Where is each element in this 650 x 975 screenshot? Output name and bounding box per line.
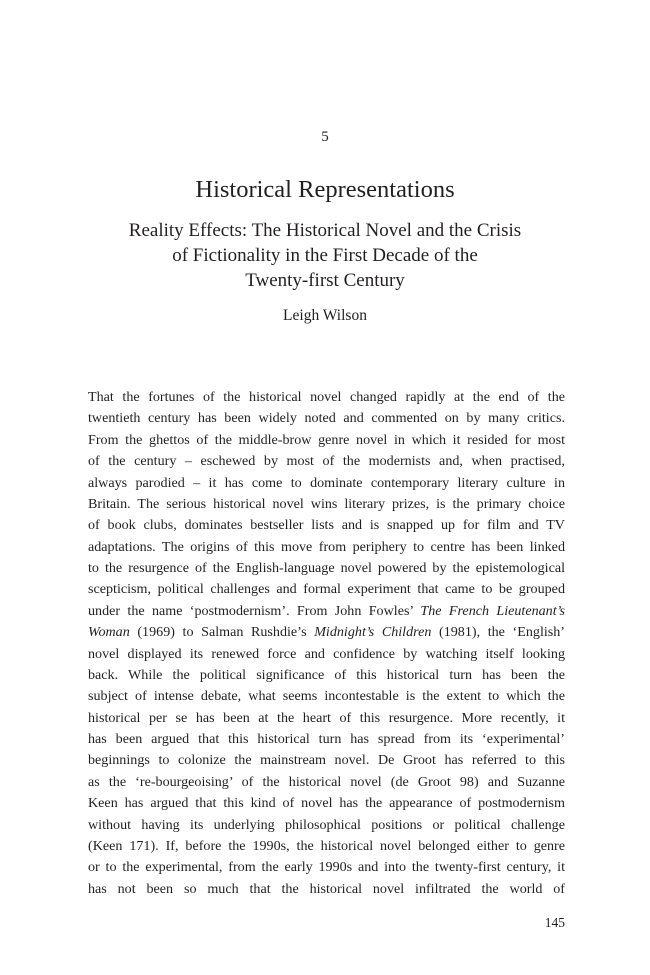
body-line xyxy=(88,815,565,836)
page-number: 145 xyxy=(544,915,565,930)
italic-title: The French Lieutenant’s xyxy=(420,602,565,619)
body-line xyxy=(88,408,565,429)
body-line xyxy=(88,451,565,472)
text-run: of the century – eschewed by most of the modernists and, when practised, xyxy=(88,453,565,470)
body-text xyxy=(88,387,565,900)
subtitle-line: of Fictionality in the First Decade of the xyxy=(172,245,478,266)
text-run: under the name ‘postmodernism’. From John Fowles’ xyxy=(88,602,421,619)
body-line xyxy=(88,558,565,579)
text-run: always parodied – it has come to dominate contemporary literary culture in xyxy=(88,474,565,491)
body-line xyxy=(88,473,565,494)
body-line xyxy=(88,537,565,558)
text-run: as the ‘re-bourgeoising’ of the historical novel (de Groot 98) and Suzanne xyxy=(88,773,565,790)
text-run: (1969) to Salman Rushdie’s xyxy=(129,624,315,641)
text-run: has been argued that this historical turn has spread from its ‘experimental’ xyxy=(88,731,565,747)
body-line xyxy=(88,622,565,643)
body-line xyxy=(88,857,565,878)
body-line xyxy=(88,750,565,771)
italic-title: Woman xyxy=(88,624,130,641)
text-run: Britain. The serious historical novel wins literary prizes, is the primary choice xyxy=(88,495,565,512)
chapter-title: Historical Representations xyxy=(195,176,455,203)
chapter-author: Leigh Wilson xyxy=(283,307,367,324)
text-run: subject of intense debate, what seems incontestable is the extent to which the xyxy=(88,688,565,705)
body-line xyxy=(88,836,565,857)
body-line xyxy=(88,879,565,900)
text-run: twentieth century has been widely noted and commented on by many critics. xyxy=(88,410,565,427)
text-run: That the fortunes of the historical novel changed rapidly at the end of the xyxy=(88,389,565,405)
body-line xyxy=(88,644,565,665)
body-line xyxy=(88,430,565,451)
body-line xyxy=(88,729,565,750)
text-run: to the resurgence of the English-language novel powered by the epistemological xyxy=(88,560,565,576)
body-line xyxy=(88,686,565,707)
body-line xyxy=(88,772,565,793)
body-line xyxy=(88,494,565,515)
text-run: adaptations. The origins of this move from periphery to centre has been linked xyxy=(88,538,565,555)
text-run: without having its underlying philosophical positions or political challenge xyxy=(88,816,565,833)
body-line xyxy=(88,665,565,686)
text-run: Keen has argued that this kind of novel has the appearance of postmodernism xyxy=(88,795,565,812)
body-line xyxy=(88,793,565,814)
text-run: beginnings to colonize the mainstream novel. De Groot has referred to this xyxy=(88,752,565,769)
subtitle-line: Reality Effects: The Historical Novel and the Crisis xyxy=(128,220,522,241)
subtitle-line: Twenty-first Century xyxy=(245,270,405,291)
text-run: back. While the political significance of this historical turn has been the xyxy=(88,666,565,683)
text-run: or to the experimental, from the early 1990s and into the twenty-first century, it xyxy=(88,859,565,876)
chapter-subtitle xyxy=(0,218,650,293)
text-run: historical per se has been at the heart of this resurgence. More recently, it xyxy=(88,709,565,726)
text-run: (1981), the ‘English’ xyxy=(431,624,565,641)
text-run: novel displayed its renewed force and confidence by watching itself looking xyxy=(88,645,565,662)
text-run: scepticism, political challenges and formal experiment that came to be grouped xyxy=(88,581,565,598)
body-line xyxy=(88,601,565,622)
body-line xyxy=(88,387,565,408)
body-line xyxy=(88,579,565,600)
text-run: of book clubs, dominates bestseller lists and is snapped up for film and TV xyxy=(88,517,565,534)
body-line xyxy=(88,708,565,729)
text-run: From the ghettos of the middle-brow genre novel in which it resided for most xyxy=(88,431,565,448)
body-line xyxy=(88,515,565,536)
text-run: (Keen 171). If, before the 1990s, the historical novel belonged either to genre xyxy=(88,837,565,854)
text-run: has not been so much that the historical novel infiltrated the world of xyxy=(88,880,565,897)
italic-title: Midnight’s Children xyxy=(314,624,432,641)
chapter-number: 5 xyxy=(321,129,329,145)
